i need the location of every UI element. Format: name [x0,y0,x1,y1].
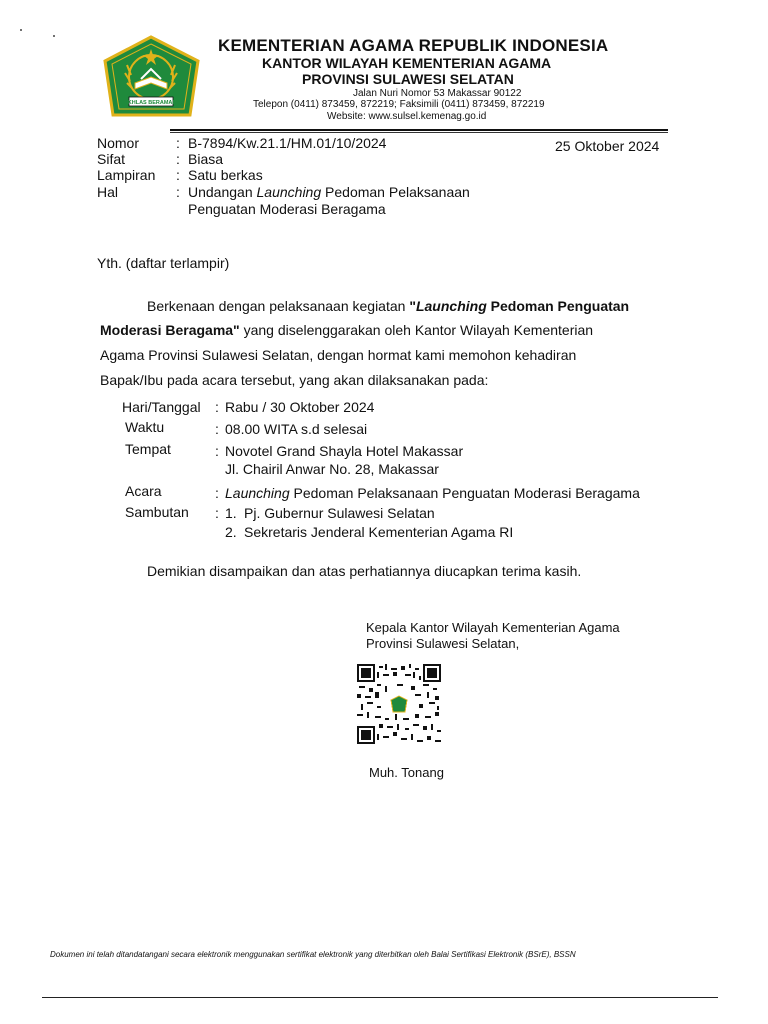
logo-motto: IKHLAS BERAMAL [126,100,176,106]
signature-title-2: Provinsi Sulawesi Selatan, [366,636,520,651]
acara-label: Acara [125,483,162,499]
signature-qr-code [357,664,441,744]
sambutan-num-1: 1. [225,505,237,521]
tempat-value-2: Jl. Chairil Anwar No. 28, Makassar [225,461,439,477]
tempat-value-1: Novotel Grand Shayla Hotel Makassar [225,443,464,459]
acara-italic: Launching [225,485,290,501]
sambutan-colon: : [215,505,219,521]
nomor-colon: : [176,135,180,151]
sambutan-item-2: Sekretaris Jenderal Kementerian Agama RI [244,524,514,540]
waktu-value: 08.00 WITA s.d selesai [225,421,368,437]
nomor-value: B-7894/Kw.21.1/HM.01/10/2024 [188,135,387,151]
sambutan-item-1: Pj. Gubernur Sulawesi Selatan [244,505,435,521]
letterhead-address: Jalan Nuri Nomor 53 Makassar 90122 [353,88,522,99]
hal-value-line1 [188,184,470,200]
para-bold: Pedoman Penguatan [486,298,630,314]
closing-sentence: Demikian disampaikan dan atas perhatiannya diucapkan terima kasih. [147,563,582,579]
para-rest-2: yang diselenggarakan oleh Kantor Wilayah Kementerian [239,322,594,338]
signatory-name: Muh. Tonang [369,765,444,780]
lampiran-label: Lampiran [97,167,156,183]
acara-rest: Pedoman Pelaksanaan Penguatan Moderasi Beragama [289,485,640,501]
letter-date: 25 Oktober 2024 [555,138,660,154]
waktu-colon: : [215,421,219,437]
hal-italic: Launching [256,184,322,200]
paragraph-line-1 [147,298,629,314]
sambutan-label: Sambutan [125,504,189,520]
hal-prefix: Undangan [188,184,257,200]
para-quote: " [409,298,416,314]
letterhead-rule [170,129,668,131]
para-bold-2: Moderasi Beragama" [100,322,240,338]
hari-colon: : [215,399,219,415]
tempat-label: Tempat [125,441,171,457]
acara-value [225,485,640,501]
signature-title-1: Kepala Kantor Wilayah Kementerian Agama [366,620,620,635]
para-prefix: Berkenaan dengan pelaksanaan kegiatan [147,298,410,314]
hal-label: Hal [97,184,119,200]
letterhead-province: PROVINSI SULAWESI SELATAN [302,71,514,87]
letterhead-ministry: KEMENTERIAN AGAMA REPUBLIK INDONESIA [218,36,609,55]
nomor-label: Nomor [97,135,140,151]
paragraph-line-3: Agama Provinsi Sulawesi Selatan, dengan hormat kami memohon kehadiran [100,347,577,363]
recipient: Yth. (daftar terlampir) [97,255,230,271]
acara-colon: : [215,485,219,501]
sambutan-num-2: 2. [225,524,237,540]
hari-value: Rabu / 30 Oktober 2024 [225,399,375,415]
sifat-value: Biasa [188,151,224,167]
paragraph-line-4: Bapak/Ibu pada acara tersebut, yang akan dilaksanakan pada: [100,372,489,388]
scan-speck [53,35,55,37]
sifat-colon: : [176,151,180,167]
letterhead-website[interactable]: Website: www.sulsel.kemenag.go.id [327,111,487,122]
hal-value-line2: Penguatan Moderasi Beragama [188,201,386,217]
letterhead-rule-thin [170,132,668,133]
footer-rule [42,997,718,998]
tempat-colon: : [215,443,219,459]
hal-suffix: Pedoman Pelaksanaan [321,184,470,200]
sifat-label: Sifat [97,151,126,167]
scan-speck [20,29,22,31]
hari-label: Hari/Tanggal [122,399,201,415]
lampiran-colon: : [176,167,180,183]
para-launching: Launching [415,298,487,314]
kemenag-logo [101,35,202,121]
lampiran-value: Satu berkas [188,167,263,183]
letterhead-office: KANTOR WILAYAH KEMENTERIAN AGAMA [262,55,552,71]
waktu-label: Waktu [125,419,165,435]
paragraph-line-2 [100,322,593,338]
hal-colon: : [176,184,180,200]
e-signature-note: Dokumen ini telah ditandatangani secara elektronik menggunakan sertifikat elektronik yang diterbitkan oleh Balai Sertifikasi Elektronik (BSrE), BSSN [50,950,576,959]
letterhead-phone: Telepon (0411) 873459, 872219; Faksimili (0411) 873459, 872219 [253,99,545,110]
